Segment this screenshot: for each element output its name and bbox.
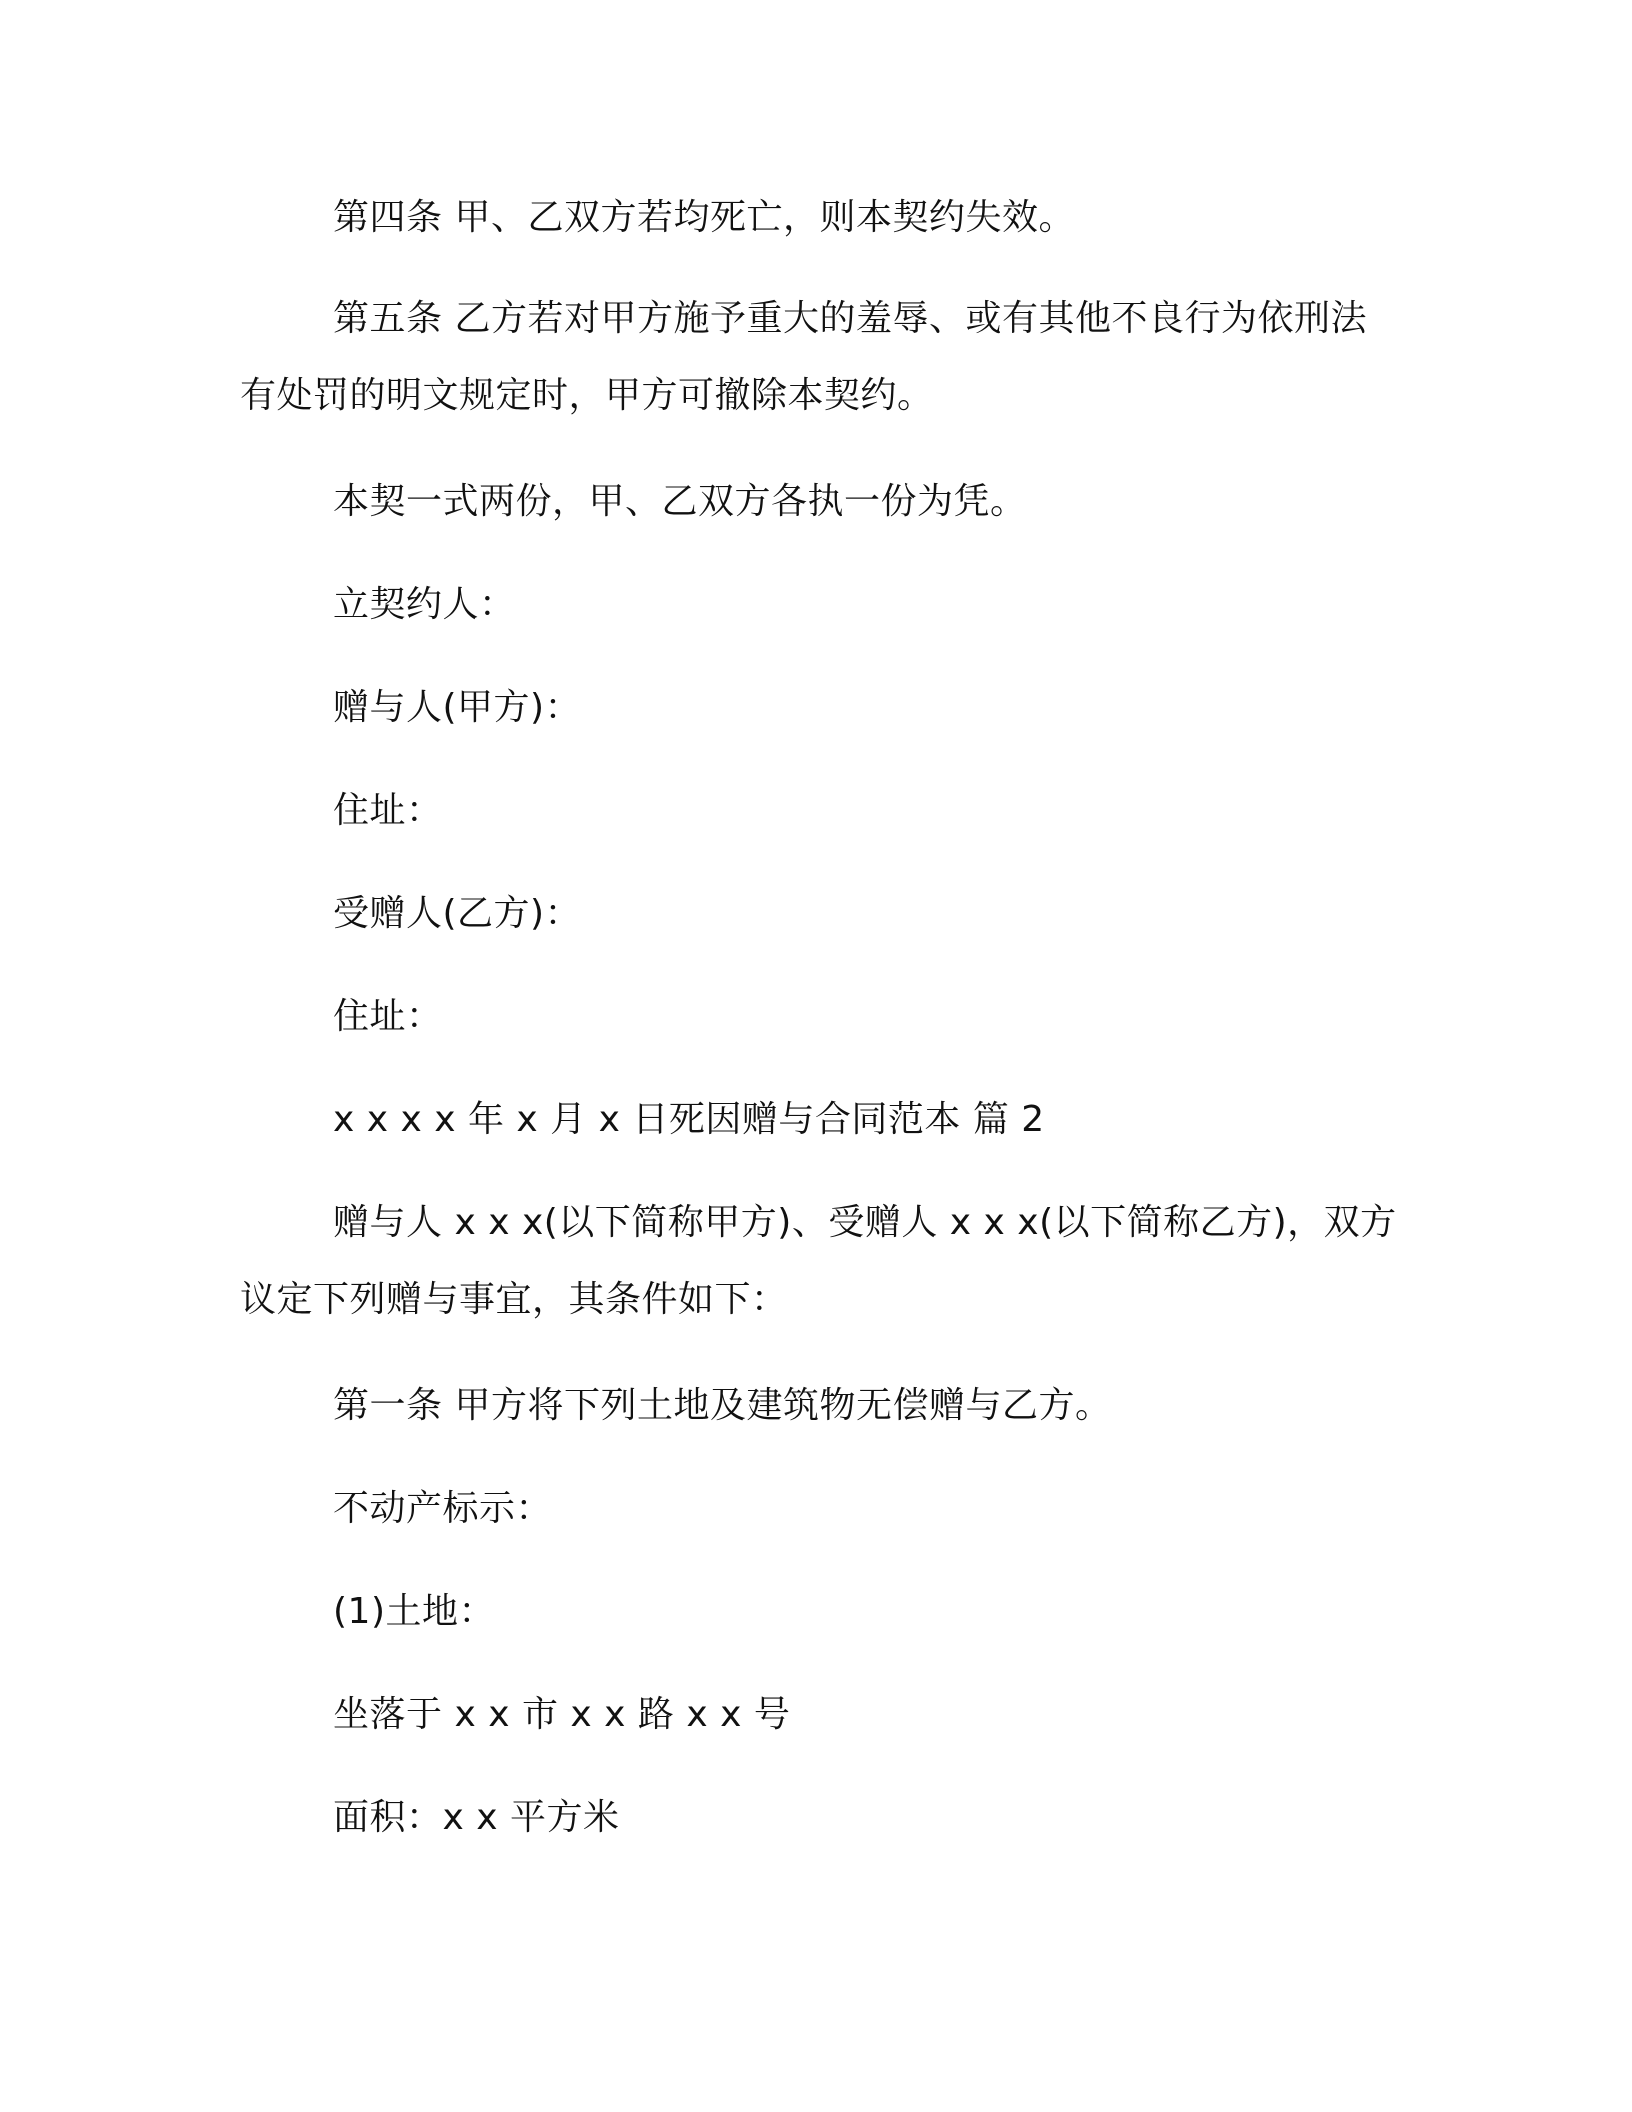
intro-line-2: 议定下列赠与事宜，其条件如下： xyxy=(240,1279,788,1320)
intro-line-1: 赠与人 x x x(以下简称甲方)、受赠人 x x x(以下简称乙方)，双方 xyxy=(333,1202,1397,1243)
location-line: 坐落于 x x 市 x x 路 x x 号 xyxy=(333,1694,791,1735)
donor-address-label: 住址： xyxy=(333,790,443,831)
section-title: x x x x 年 x 月 x 日死因赠与合同范本 篇 2 xyxy=(333,1099,1045,1140)
area-line: 面积：x x 平方米 xyxy=(333,1797,620,1838)
article-5-line-1: 第五条 乙方若对甲方施予重大的羞辱、或有其他不良行为依刑法 xyxy=(333,298,1367,339)
donor-label: 赠与人(甲方)： xyxy=(333,687,582,728)
copies-line: 本契一式两份，甲、乙双方各执一份为凭。 xyxy=(333,481,1027,522)
article-1-line: 第一条 甲方将下列土地及建筑物无偿赠与乙方。 xyxy=(333,1385,1112,1426)
article-5-line-2: 有处罚的明文规定时，甲方可撤除本契约。 xyxy=(240,375,934,416)
signatories-label: 立契约人： xyxy=(333,584,516,625)
donee-address-label: 住址： xyxy=(333,996,443,1037)
land-label: (1)土地： xyxy=(333,1591,495,1632)
property-label: 不动产标示： xyxy=(333,1488,553,1529)
article-4-line-1: 第四条 甲、乙双方若均死亡，则本契约失效。 xyxy=(333,197,1075,238)
donee-label: 受赠人(乙方)： xyxy=(333,893,582,934)
